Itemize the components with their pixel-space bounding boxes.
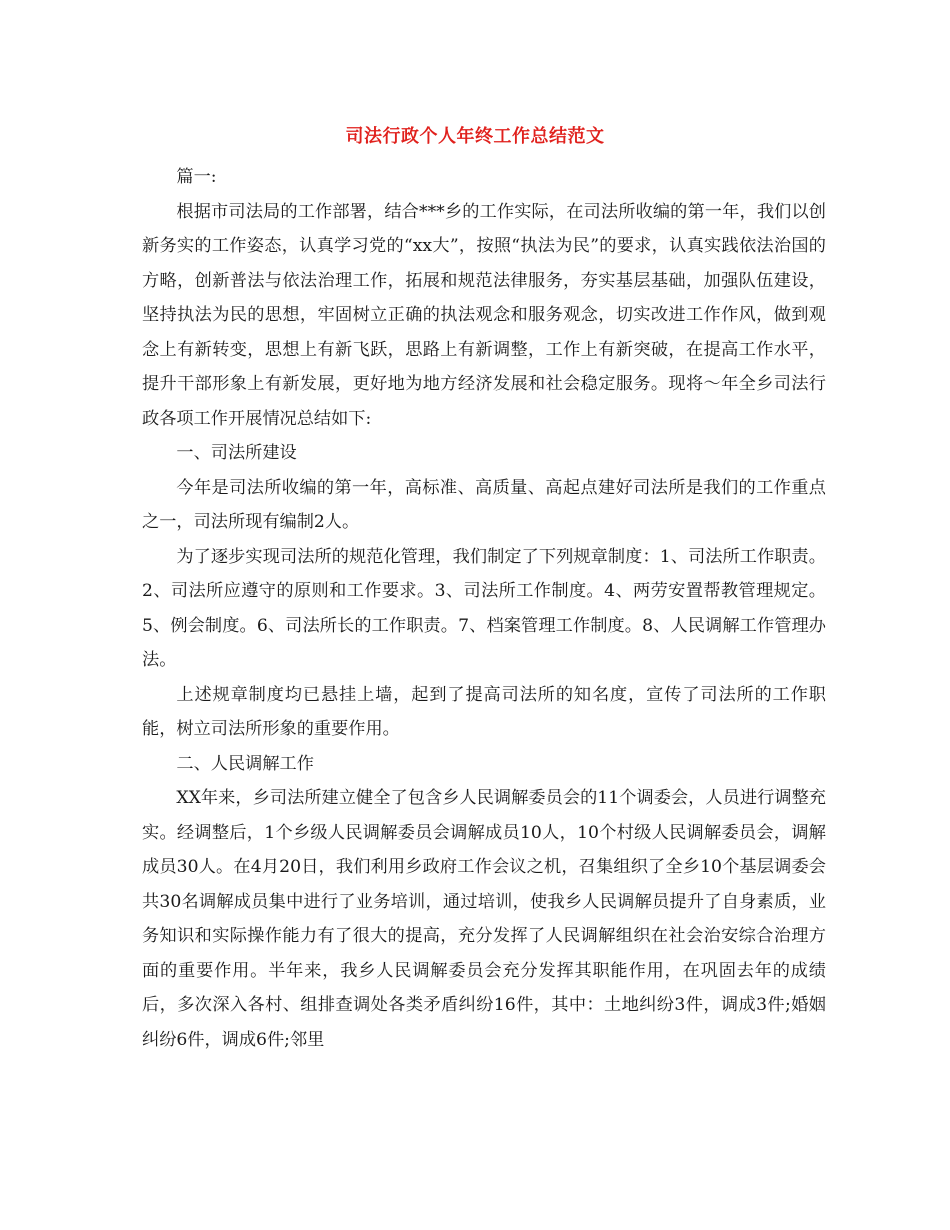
- paragraph: 今年是司法所收编的第一年，高标准、高质量、高起点建好司法所是我们的工作重点之一，司法所现有编制2人。: [142, 477, 826, 532]
- paragraph: 篇一:: [176, 167, 217, 187]
- document-body: [142, 160, 826, 1057]
- document-title: 司法行政个人年终工作总结范文: [345, 126, 605, 147]
- paragraph: 上述规章制度均已悬挂上墙，起到了提高司法所的知名度，宣传了司法所的工作职能，树立司法所形象的重要作用。: [142, 684, 826, 739]
- section-heading: 一、司法所建设: [176, 443, 297, 463]
- paragraph: 根据市司法局的工作部署，结合***乡的工作实际，在司法所收编的第一年，我们以创新务实的工作姿态，认真学习党的“xx大”，按照“执法为民”的要求，认真实践依法治国的方略，创新普法与依法治理工作，拓展和规范法律服务，夯实基层基础，加强队伍建设，坚持执法为民的思想，牢固树立正确的执法观念和服务观念，切实改进工作作风，做到观念上有新转变，思想上有新飞跃，思路上有新调整，工作上有新突破，在提高工作水平，提升干部形象上有新发展，更好地为地方经济发展和社会稳定服务。现将～年全乡司法行政各项工作开展情况总结如下:: [142, 201, 826, 429]
- paragraph: XX年来，乡司法所建立健全了包含乡人民调解委员会的11个调委会，人员进行调整充实。经调整后，1个乡级人民调解委员会调解成员10人，10个村级人民调解委员会，调解成员30人。在4月20日，我们利用乡政府工作会议之机，召集组织了全乡10个基层调委会共30名调解成员集中进行了业务培训，通过培训，使我乡人民调解员提升了自身素质，业务知识和实际操作能力有了很大的提高，充分发挥了人民调解组织在社会治安综合治理方面的重要作用。半年来，我乡人民调解委员会充分发挥其职能作用，在巩固去年的成绩后，多次深入各村、组排查调处各类矛盾纠纷16件，其中：土地纠纷3件，调成3件;婚姻纠纷6件，调成6件;邻里: [142, 788, 826, 1050]
- paragraph: 为了逐步实现司法所的规范化管理，我们制定了下列规章制度：1、司法所工作职责。2、司法所应遵守的原则和工作要求。3、司法所工作制度。4、两劳安置帮教管理规定。5、例会制度。6、司法所长的工作职责。7、档案管理工作制度。8、人民调解工作管理办法。: [142, 546, 826, 670]
- section-heading: 二、人民调解工作: [176, 753, 314, 774]
